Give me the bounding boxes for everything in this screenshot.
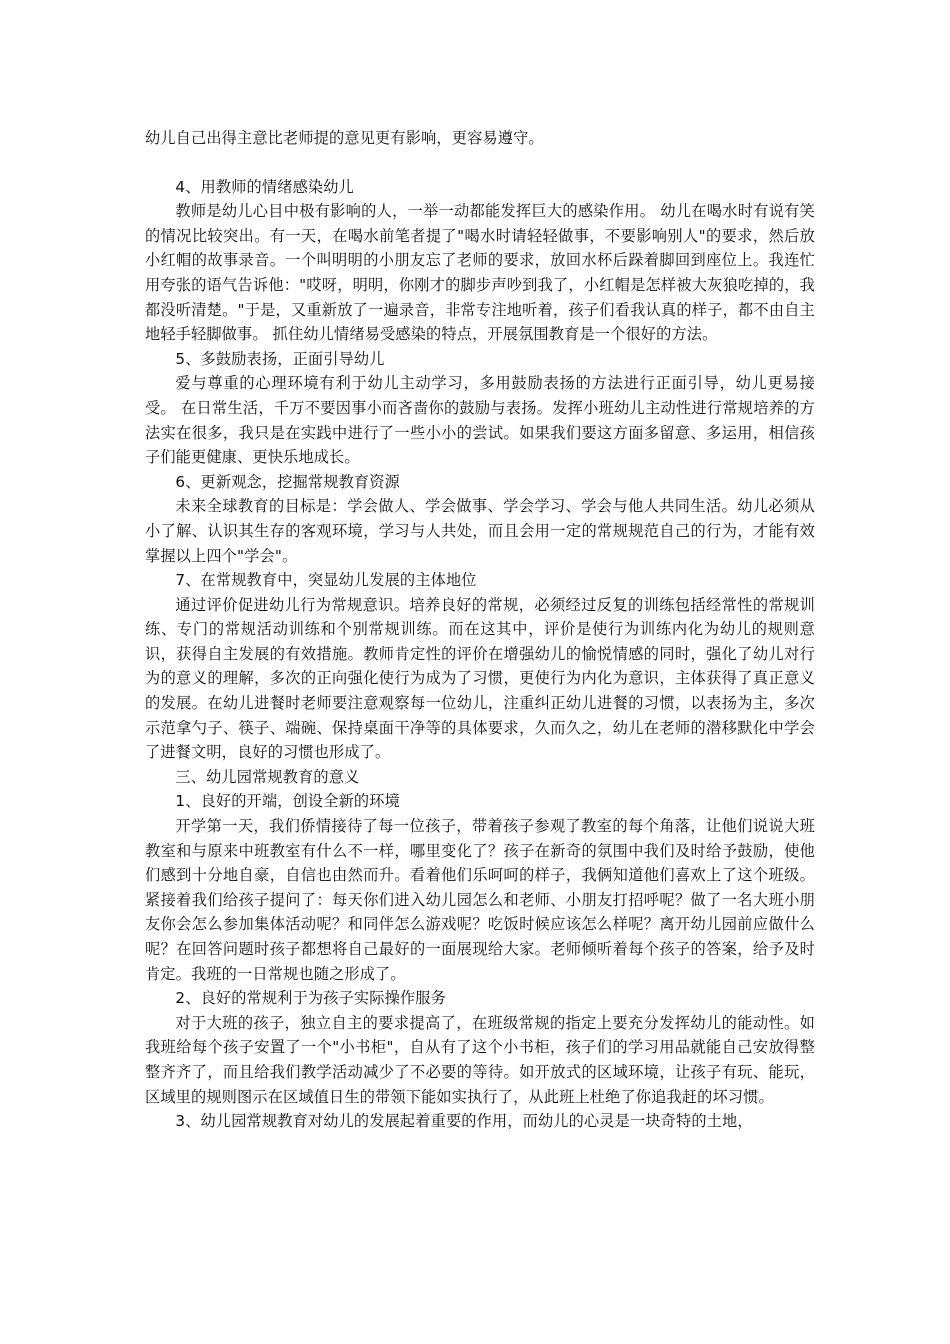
heading-section-7: 7、在常规教育中，突显幼儿发展的主体地位 bbox=[175, 571, 477, 590]
paragraph-continuation: 幼儿自己出得主意比老师提的意见更有影响，更容易遵守。 bbox=[145, 129, 544, 147]
paragraph-first-day: 开学第一天，我们侨情接待了每一位孩子，带着孩子参观了教室的每个角落，让他们说说大班教室和与原来中班教室有什么不一样，哪里变化了？孩子在新奇的氛围中我们及时给予鼓励，使他们感到十分地自豪，自信也由然而升。看着他们乐呵呵的样子，我俩知道他们喜欢上了这个班级。紧接着我们给孩子提问了：每天你们进入幼儿园怎么和老师、小朋友打招呼呢？做了一名大班小朋友你会怎么参加集体活动呢？和同伴怎么游戏呢？吃饭时候应该怎么样呢？离开幼儿园前应做什么呢？在回答问题时孩子都想将自己最好的一面展现给大家。老师倾听着每个孩子的答案，给予及时肯定。我班的一日常规也随之形成了。 bbox=[145, 817, 815, 983]
heading-section-6: 6、更新观念，挖掘常规教育资源 bbox=[175, 472, 400, 491]
heading-section-4: 4、用教师的情绪感染幼儿 bbox=[175, 177, 354, 196]
paragraph-encouragement: 爱与尊重的心理环境有利于幼儿主动学习，多用鼓励表扬的方法进行正面引导，幼儿更易接受。 在日常生活，千万不要因事小而吝啬你的鼓励与表扬。发挥小班幼儿主动性进行常规培养的方法实在很多，我只是在实践中进行了一些小小的尝试。如果我们要这方面多留意、多运用，相信孩子们能更健康、更快乐地成长。 bbox=[145, 374, 815, 467]
heading-subsection-1: 1、良好的开端，创设全新的环境 bbox=[175, 792, 400, 811]
paragraph-practical-routines: 对于大班的孩子，独立自主的要求提高了，在班级常规的指定上要充分发挥幼儿的能动性。如我班给每个孩子安置了一个"小书柜"，自从有了这个小书柜，孩子们的学习用品就能自己安放得整整齐齐了，而且给我们教学活动减少了不必要的等待。如开放式的区域环境，让孩子有玩、能玩，区域里的规则图示在区域值日生的带领下能如实执行了，从此班上杜绝了你追我赶的坏习惯。 bbox=[145, 1013, 815, 1106]
heading-part-3: 三、幼儿园常规教育的意义 bbox=[175, 767, 360, 786]
paragraph-evaluation: 通过评价促进幼儿行为常规意识。培养良好的常规，必须经过反复的训练包括经常性的常规训练、专门的常规活动训练和个别常规训练。而在这其中，评价是使行为训练内化为幼儿的规则意识，获得自主发展的有效措施。教师肯定性的评价在增强幼儿的愉悦情感的同时，强化了幼儿对行为的意义的理解，多次的正向强化使行为成为了习惯，更使行为内化为意识，主体获得了真正意义的发展。在幼儿进餐时老师要注意观察每一位幼儿，注重纠正幼儿进餐的习惯，以表扬为主，多次示范拿勺子、筷子、端碗、保持桌面干净等的具体要求，久而久之，幼儿在老师的潜移默化中学会了进餐文明，良好的习惯也形成了。 bbox=[145, 595, 815, 762]
heading-subsection-2: 2、良好的常规利于为孩子实际操作服务 bbox=[175, 989, 446, 1008]
paragraph-gap bbox=[145, 151, 815, 175]
paragraph-education-goals: 未来全球教育的目标是：学会做人、学会做事、学会学习、学会与他人共同生活。幼儿必须从小了解、认识其生存的客观环境，学习与人共处，而且会用一定的常规规范自己的行为，才能有效掌握以上四个"学会"。 bbox=[145, 497, 815, 565]
heading-subsection-3: 3、幼儿园常规教育对幼儿的发展起着重要的作用，而幼儿的心灵是一块奇特的土地， bbox=[175, 1112, 753, 1131]
document-body bbox=[145, 126, 815, 1134]
paragraph-teacher-emotion: 教师是幼儿心目中极有影响的人，一举一动都能发挥巨大的感染作用。 幼儿在喝水时有说有笑的情况比较突出。有一天，在喝水前笔者提了"喝水时请轻轻做事，不要影响别人"的要求，然后放小红帽的故事录音。一个叫明明的小朋友忘了老师的要求，放回水杯后跺着脚回到座位上。我连忙用夸张的语气告诉他："哎呀，明明，你刚才的脚步声吵到我了，小红帽是怎样被大灰狼吃掉的，我都没听清楚。"于是，又重新放了一遍录音，非常专注地听着，孩子们看我认真的样子，都不由自主地轻手轻脚做事。 抓住幼儿情绪易受感染的特点，开展氛围教育是一个很好的方法。 bbox=[145, 202, 815, 344]
heading-section-5: 5、多鼓励表扬，正面引导幼儿 bbox=[175, 349, 385, 368]
